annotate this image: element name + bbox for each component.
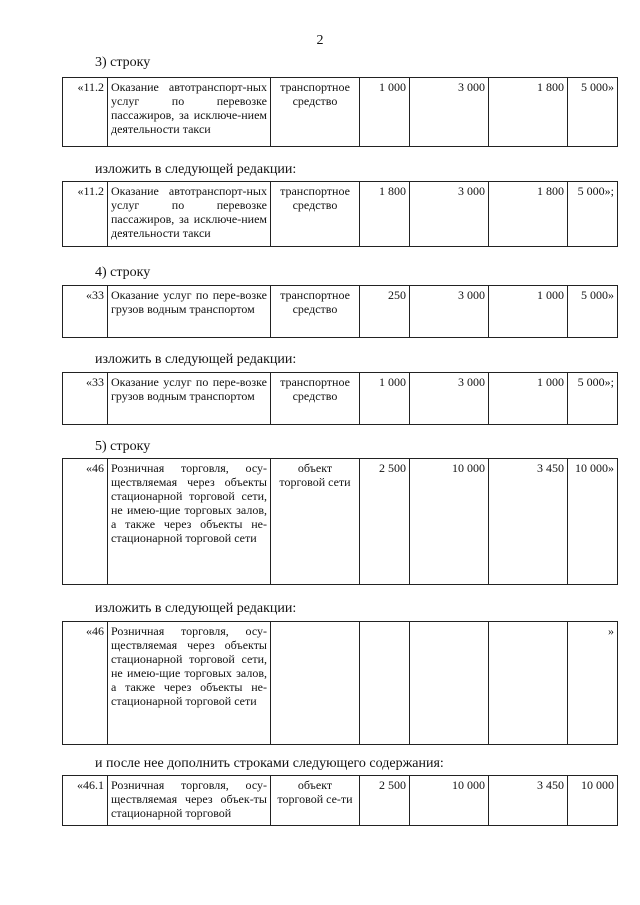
row-value-3: [489, 622, 568, 745]
row-value-4: 5 000»: [568, 286, 618, 338]
row-value-2: 10 000: [410, 776, 489, 826]
row-value-2: 3 000: [410, 182, 489, 247]
amendment-table: [62, 458, 618, 585]
row-value-2: 10 000: [410, 459, 489, 585]
amendment-table: [62, 372, 618, 425]
row-value-2: [410, 622, 489, 745]
table-row: [63, 459, 618, 585]
row-name: Оказание услуг по пере-возке грузов водным транспортом: [108, 286, 271, 338]
table-row: [63, 182, 618, 247]
table-row: [63, 78, 618, 147]
row-unit: транспортное средство: [271, 78, 360, 147]
row-unit: [271, 622, 360, 745]
section-caption: 3) строку: [95, 55, 151, 70]
row-value-3: 1 800: [489, 182, 568, 247]
row-code: «11.2: [63, 78, 108, 147]
amendment-table: [62, 285, 618, 338]
row-code: «33: [63, 373, 108, 425]
row-value-4: »: [568, 622, 618, 745]
row-value-2: 3 000: [410, 286, 489, 338]
row-unit: объект торговой се-ти: [271, 776, 360, 826]
row-code: «33: [63, 286, 108, 338]
row-value-2: 3 000: [410, 78, 489, 147]
row-name: Оказание услуг по пере-возке грузов водным транспортом: [108, 373, 271, 425]
row-value-1: 2 500: [360, 459, 410, 585]
row-value-3: 3 450: [489, 459, 568, 585]
row-unit: транспортное средство: [271, 286, 360, 338]
row-unit: транспортное средство: [271, 373, 360, 425]
amendment-table: [62, 621, 618, 745]
row-name: Розничная торговля, осу-ществляемая через объекты стационарной торговой сети, не имею-щие торговых залов, а также через объекты не-стационарной торговой сети: [108, 622, 271, 745]
row-value-1: 2 500: [360, 776, 410, 826]
section-caption: 5) строку: [95, 439, 151, 454]
row-value-4: 5 000»;: [568, 373, 618, 425]
row-code: «46: [63, 459, 108, 585]
row-name: Оказание автотранспорт-ных услуг по перевозке пассажиров, за исключе-нием деятельности такси: [108, 182, 271, 247]
table-row: [63, 373, 618, 425]
row-value-3: 1 000: [489, 373, 568, 425]
row-value-1: 250: [360, 286, 410, 338]
section-caption: изложить в следующей редакции:: [95, 162, 297, 177]
row-name: Оказание автотранспорт-ных услуг по перевозке пассажиров, за исключе-нием деятельности такси: [108, 78, 271, 147]
row-code: «11.2: [63, 182, 108, 247]
row-value-1: [360, 622, 410, 745]
row-value-2: 3 000: [410, 373, 489, 425]
row-value-1: 1 000: [360, 373, 410, 425]
row-value-3: 1 800: [489, 78, 568, 147]
amendment-table: [62, 181, 618, 247]
amendment-table: [62, 775, 618, 826]
row-name: Розничная торговля, осу-ществляемая через объекты стационарной торговой сети, не имею-щие торговых залов, а также через объекты не-стационарной торговой сети: [108, 459, 271, 585]
row-value-4: 10 000»: [568, 459, 618, 585]
row-code: «46.1: [63, 776, 108, 826]
section-caption: и после нее дополнить строками следующего содержания:: [95, 756, 444, 771]
page-number: 2: [316, 33, 324, 48]
section-caption: 4) строку: [95, 265, 151, 280]
table-row: [63, 776, 618, 826]
row-value-4: 10 000: [568, 776, 618, 826]
table-row: [63, 622, 618, 745]
row-value-3: 3 450: [489, 776, 568, 826]
row-code: «46: [63, 622, 108, 745]
row-value-4: 5 000»: [568, 78, 618, 147]
table-row: [63, 286, 618, 338]
row-name: Розничная торговля, осу-ществляемая через объек-ты стационарной торговой: [108, 776, 271, 826]
row-value-3: 1 000: [489, 286, 568, 338]
row-value-1: 1 000: [360, 78, 410, 147]
row-value-4: 5 000»;: [568, 182, 618, 247]
section-caption: изложить в следующей редакции:: [95, 352, 297, 367]
row-unit: объект торговой сети: [271, 459, 360, 585]
row-value-1: 1 800: [360, 182, 410, 247]
section-caption: изложить в следующей редакции:: [95, 601, 297, 616]
amendment-table: [62, 77, 618, 147]
row-unit: транспортное средство: [271, 182, 360, 247]
